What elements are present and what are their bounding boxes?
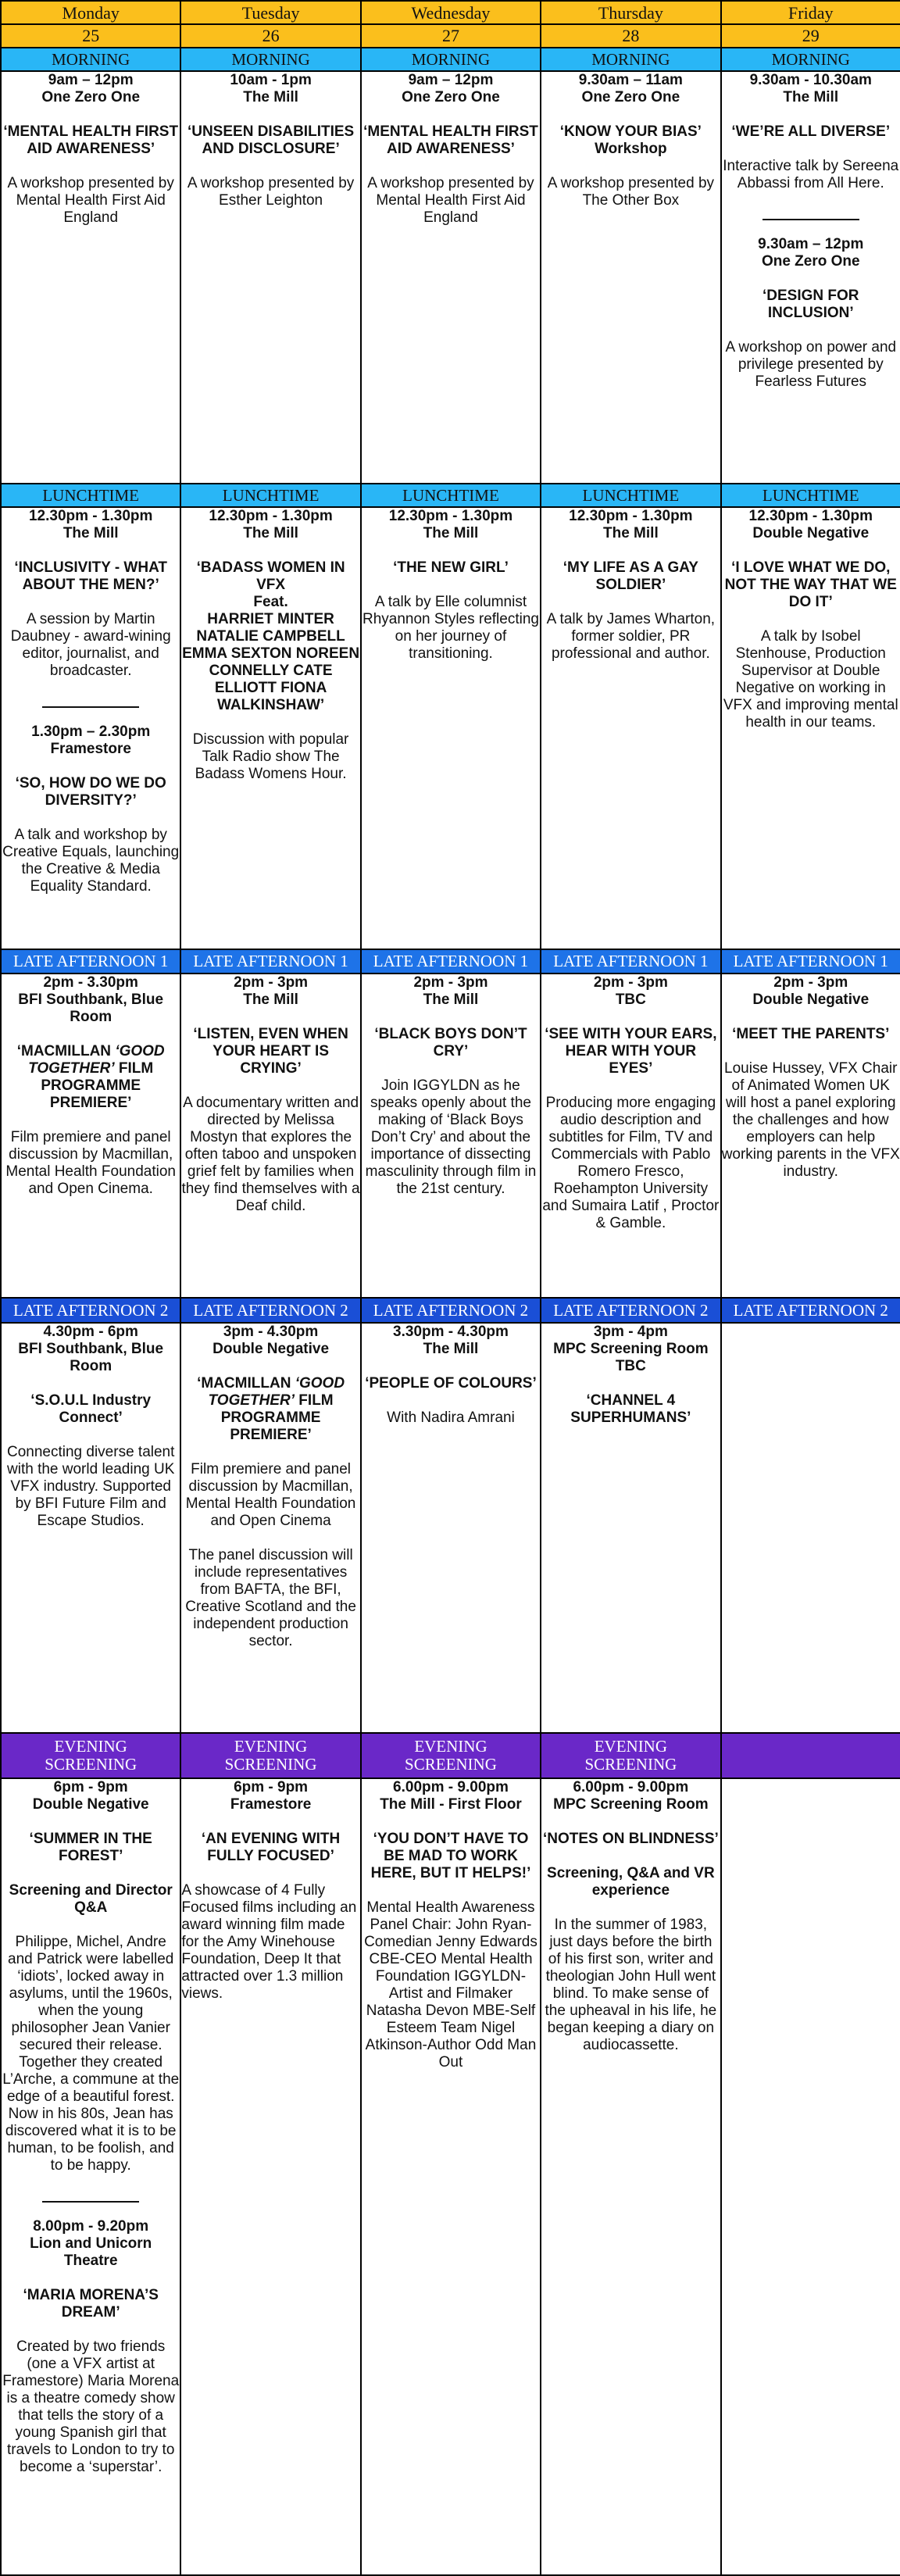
slot-label-late-afternoon-1: LATE AFTERNOON 1 bbox=[361, 949, 541, 974]
event-title: ‘AN EVENING WITH FULLY FOCUSED’ bbox=[201, 1831, 341, 1864]
event bbox=[362, 1324, 540, 1427]
slot-label-late-afternoon-2: LATE AFTERNOON 2 bbox=[541, 1298, 720, 1323]
event-time: 2pm - 3.30pm bbox=[43, 974, 138, 991]
late-afternoon-1-header-row bbox=[1, 949, 900, 974]
day-wednesday: Wednesday bbox=[361, 1, 541, 24]
event-description: A session by Martin Daubney - award-wining editor, journalist, and broadcaster. bbox=[10, 611, 171, 679]
event-title: ‘CHANNEL 4 SUPERHUMANS’ bbox=[570, 1392, 691, 1426]
event-separator bbox=[42, 2201, 139, 2203]
event-title-part: ‘MACMILLAN bbox=[16, 1043, 116, 1059]
event bbox=[722, 974, 900, 1181]
event-time: 10am - 1pm bbox=[230, 72, 312, 88]
empty-cell bbox=[721, 1778, 900, 2575]
event-cell bbox=[541, 1323, 720, 1733]
event-cell bbox=[541, 974, 720, 1298]
event bbox=[362, 974, 540, 1198]
slot-label-line: SCREENING bbox=[224, 1755, 317, 1774]
morning-header-row bbox=[1, 48, 900, 71]
event-time: 6pm - 9pm bbox=[234, 1779, 309, 1795]
event-title: ‘KNOW YOUR BIAS’ bbox=[559, 123, 702, 140]
event-description: In the summer of 1983, just days before the birth of his first son, writer and theologian John Hull went blind. To make sense of the upheaval in his life, he began keeping a diary on audiocassette. bbox=[545, 1917, 717, 2053]
event-venue: One Zero One bbox=[761, 253, 860, 270]
event-description: Connecting diverse talent with the world leading UK VFX industry. Supported by BFI Future Film and Escape Studios. bbox=[6, 1444, 175, 1529]
event-time: 1.30pm – 2.30pm bbox=[31, 723, 151, 740]
event bbox=[541, 1779, 720, 2054]
event bbox=[541, 974, 720, 1232]
slot-label-line: EVENING bbox=[54, 1737, 127, 1756]
event bbox=[2, 508, 180, 680]
event-time: 9am – 12pm bbox=[48, 72, 134, 88]
event-description: A talk by Elle columnist Rhyannon Styles reflecting on her journey of transitioning. bbox=[362, 594, 539, 662]
day-friday: Friday bbox=[721, 1, 900, 24]
event-cell bbox=[361, 1323, 541, 1733]
event-cell bbox=[361, 974, 541, 1298]
day-header-row bbox=[1, 1, 900, 24]
event-title: ‘SEE WITH YOUR EARS, HEAR WITH YOUR EYES’ bbox=[545, 1026, 717, 1077]
event-description: Created by two friends (one a VFX artist at Framestore) Maria Morena is a theatre comedy show that tells the story of a young Spanish girl that travels to London to try to become a ‘superstar’. bbox=[2, 2338, 180, 2475]
day-tuesday: Tuesday bbox=[180, 1, 360, 24]
event-title: ‘BLACK BOYS DON’T CRY’ bbox=[374, 1026, 527, 1059]
event-description: Join IGGYLDN as he speaks openly about the making of ‘Black Boys Don’t Cry’ and about the importance of dissecting masculinity through film in the 21st century. bbox=[365, 1077, 537, 1197]
event-title: ‘PEOPLE OF COLOURS’ bbox=[365, 1375, 537, 1392]
slot-label-morning: MORNING bbox=[1, 48, 180, 71]
event-title: ‘LISTEN, EVEN WHEN YOUR HEART IS CRYING’ bbox=[193, 1026, 348, 1077]
empty-cell bbox=[721, 1323, 900, 1733]
event-title: ‘DESIGN FOR INCLUSION’ bbox=[762, 288, 859, 321]
evening-screening-header-row bbox=[1, 1733, 900, 1778]
event-venue: TBC bbox=[615, 991, 646, 1008]
event bbox=[181, 1324, 359, 1650]
event-speaker-names: HARRIET MINTER NATALIE CAMPBELL EMMA SEXTON NOREEN CONNELLY CATE ELLIOTT FIONA WALKINSHAW’ bbox=[182, 611, 360, 713]
event-venue: The Mill bbox=[423, 1341, 479, 1357]
event bbox=[2, 723, 180, 895]
event-title: ‘INCLUSIVITY - WHAT ABOUT THE MEN?’ bbox=[14, 559, 167, 593]
event-cell bbox=[180, 1778, 360, 2575]
event-time: 6.00pm - 9.00pm bbox=[573, 1779, 689, 1795]
event-title: ‘MEET THE PARENTS’ bbox=[732, 1026, 890, 1042]
event-venue: Lion and Unicorn Theatre bbox=[30, 2235, 152, 2269]
event-venue: The Mill bbox=[783, 89, 839, 105]
event bbox=[181, 72, 359, 209]
date-friday: 29 bbox=[721, 24, 900, 48]
slot-label-evening-screening bbox=[180, 1733, 360, 1778]
date-wednesday: 27 bbox=[361, 24, 541, 48]
morning-row bbox=[1, 71, 900, 484]
event bbox=[181, 508, 359, 783]
event-time: 3pm - 4pm bbox=[593, 1324, 668, 1340]
slot-label-lunchtime: LUNCHTIME bbox=[541, 484, 720, 507]
late-afternoon-2-header-row bbox=[1, 1298, 900, 1323]
slot-label-evening-screening bbox=[541, 1733, 720, 1778]
event-description: Philippe, Michel, Andre and Patrick were labelled ‘idiots’, locked away in asylums, until the 1960s, when the young philosopher Jean Vanier secured their release. Together they created L’Arche, a commune at the edge of a beautiful forest. Now in his 80s, Jean has discovered what it is to be human, to be foolish, and to be happy. bbox=[2, 1934, 180, 2174]
slot-label-line: SCREENING bbox=[405, 1755, 497, 1774]
event-venue: The Mill bbox=[243, 89, 298, 105]
event-description: A talk by James Wharton, former soldier, PR professional and author. bbox=[546, 611, 716, 662]
event-description: A workshop presented by Mental Health First Aid England bbox=[367, 175, 534, 226]
event-cell bbox=[361, 71, 541, 484]
event-venue: Framestore bbox=[230, 1796, 312, 1813]
event-description: Louise Hussey, VFX Chair of Animated Women UK will host a panel exploring the challenges and how employers can help working parents in the VFX industry. bbox=[721, 1060, 900, 1180]
event-description: A workshop presented by Mental Health First Aid England bbox=[7, 175, 174, 226]
event-time: 12.30pm - 1.30pm bbox=[569, 508, 693, 524]
slot-label-late-afternoon-1: LATE AFTERNOON 1 bbox=[721, 949, 900, 974]
event-cell bbox=[180, 71, 360, 484]
slot-label-lunchtime: LUNCHTIME bbox=[1, 484, 180, 507]
event-time: 6.00pm - 9.00pm bbox=[393, 1779, 509, 1795]
event-description: A workshop on power and privilege presented by Fearless Futures bbox=[725, 339, 897, 390]
late-afternoon-2-row bbox=[1, 1323, 900, 1733]
event-description: Film premiere and panel discussion by Macmillan, Mental Health Foundation and Open Cinema. bbox=[5, 1129, 176, 1197]
slot-label-late-afternoon-2: LATE AFTERNOON 2 bbox=[1, 1298, 180, 1323]
event-time: 3pm - 4.30pm bbox=[223, 1324, 319, 1340]
event-venue: The Mill bbox=[603, 525, 659, 541]
event-venue: Double Negative bbox=[752, 991, 870, 1008]
event-time: 2pm - 3pm bbox=[593, 974, 668, 991]
event-description-2: The panel discussion will include representatives from BAFTA, the BFI, Creative Scotland and the independent production sector. bbox=[185, 1547, 356, 1649]
event-time: 3.30pm - 4.30pm bbox=[393, 1324, 509, 1340]
event-title: ‘WE’RE ALL DIVERSE’ bbox=[731, 123, 891, 140]
event-time: 9.30am - 10.30am bbox=[749, 72, 872, 88]
event bbox=[2, 72, 180, 227]
event bbox=[722, 236, 900, 391]
event-venue: BFI Southbank, Blue Room bbox=[18, 991, 164, 1025]
event bbox=[722, 72, 900, 192]
event-title: ‘SO, HOW DO WE DO DIVERSITY?’ bbox=[15, 775, 166, 809]
event-time: 9.30am – 12pm bbox=[758, 236, 864, 252]
event-venue: The Mill bbox=[423, 991, 479, 1008]
event-time: 8.00pm - 9.20pm bbox=[33, 2218, 149, 2235]
event-description: With Nadira Amrani bbox=[387, 1409, 515, 1426]
event-description: Discussion with popular Talk Radio show The Badass Womens Hour. bbox=[192, 731, 349, 782]
event-subtitle: Screening, Q&A and VR experience bbox=[547, 1865, 715, 1899]
event-title: ‘BADASS WOMEN IN VFX bbox=[196, 559, 345, 593]
lunchtime-header-row bbox=[1, 484, 900, 507]
slot-label-late-afternoon-2: LATE AFTERNOON 2 bbox=[180, 1298, 360, 1323]
event-time: 9.30am – 11am bbox=[578, 72, 683, 88]
event-description: A workshop presented by The Other Box bbox=[547, 175, 715, 209]
event bbox=[2, 2218, 180, 2476]
event-venue: The Mill bbox=[62, 525, 119, 541]
event-subtitle: Screening and Director Q&A bbox=[9, 1882, 173, 1916]
slot-label-morning: MORNING bbox=[541, 48, 720, 71]
event-cell bbox=[721, 507, 900, 949]
day-monday: Monday bbox=[1, 1, 180, 24]
event-venue: Double Negative bbox=[212, 1341, 330, 1357]
event-description: Interactive talk by Sereena Abbassi from All Here. bbox=[723, 158, 899, 191]
event-venue: Framestore bbox=[50, 741, 131, 757]
event-venue: The Mill bbox=[423, 525, 479, 541]
event-title: ‘MARIA MORENA’S DREAM’ bbox=[23, 2287, 159, 2321]
slot-label-late-afternoon-1: LATE AFTERNOON 1 bbox=[180, 949, 360, 974]
event bbox=[541, 508, 720, 663]
event-title: ‘MENTAL HEALTH FIRST AID AWARENESS’ bbox=[3, 123, 179, 157]
slot-label-lunchtime: LUNCHTIME bbox=[180, 484, 360, 507]
event-title: ‘NOTES ON BLINDNESS’ bbox=[542, 1831, 719, 1847]
event-cell bbox=[1, 1778, 180, 2575]
event-cell bbox=[180, 1323, 360, 1733]
event-title: ‘SUMMER IN THE FOREST’ bbox=[29, 1831, 152, 1864]
event-time: 2pm - 3pm bbox=[773, 974, 848, 991]
event-cell bbox=[1, 1323, 180, 1733]
day-thursday: Thursday bbox=[541, 1, 720, 24]
event-venue: MPC Screening Room bbox=[553, 1796, 709, 1813]
event bbox=[181, 974, 359, 1215]
event-title-part: ‘MACMILLAN bbox=[197, 1375, 295, 1392]
slot-label-late-afternoon-1: LATE AFTERNOON 1 bbox=[1, 949, 180, 974]
slot-label-lunchtime: LUNCHTIME bbox=[721, 484, 900, 507]
event-title bbox=[2, 1043, 180, 1112]
event-cell bbox=[721, 974, 900, 1298]
slot-label-line: SCREENING bbox=[584, 1755, 677, 1774]
evening-screening-row bbox=[1, 1778, 900, 2575]
event-description: A workshop presented by Esther Leighton bbox=[187, 175, 355, 209]
event-title-part: FILM PROGRAMME PREMIERE’ bbox=[220, 1392, 334, 1443]
event-venue: The Mill - First Floor bbox=[380, 1796, 522, 1813]
date-header-row bbox=[1, 24, 900, 48]
event-venue: Double Negative bbox=[752, 525, 870, 541]
event-description: A talk and workshop by Creative Equals, launching the Creative & Media Equality Standard. bbox=[2, 827, 180, 895]
event-cell bbox=[541, 507, 720, 949]
slot-label-evening-screening bbox=[361, 1733, 541, 1778]
late-afternoon-1-row bbox=[1, 974, 900, 1298]
event-venue: The Mill bbox=[243, 991, 298, 1008]
event-title: ‘UNSEEN DISABILITIES AND DISCLOSURE’ bbox=[187, 123, 355, 157]
slot-label-evening-screening bbox=[1, 1733, 180, 1778]
event-venue: BFI Southbank, Blue Room bbox=[18, 1341, 164, 1374]
event-cell bbox=[361, 507, 541, 949]
event-cell bbox=[1, 71, 180, 484]
event-description: A talk by Isobel Stenhouse, Production Supervisor at Double Negative on working in VFX and improving mental health in our teams. bbox=[723, 628, 898, 731]
event-title bbox=[181, 1375, 359, 1444]
slot-label-line: EVENING bbox=[594, 1737, 668, 1756]
event-description: Producing more engaging audio description and subtitles for Film, TV and Commercials with Pablo Romero Fresco, Roehampton University and Sumaira Latif , Proctor & Gamble. bbox=[542, 1095, 720, 1231]
event-time: 2pm - 3pm bbox=[234, 974, 309, 991]
event bbox=[541, 1324, 720, 1427]
event-separator bbox=[42, 706, 139, 708]
date-monday: 25 bbox=[1, 24, 180, 48]
event-title: ‘MY LIFE AS A GAY SOLDIER’ bbox=[562, 559, 698, 593]
event-venue: One Zero One bbox=[581, 89, 680, 105]
event bbox=[722, 508, 900, 731]
event bbox=[2, 1779, 180, 2174]
event-time: 12.30pm - 1.30pm bbox=[209, 508, 333, 524]
event-title-part: FILM PROGRAMME PREMIERE’ bbox=[41, 1060, 154, 1111]
event bbox=[541, 72, 720, 209]
event-feat-label: Feat. bbox=[253, 594, 288, 610]
event-time: 4.30pm - 6pm bbox=[43, 1324, 138, 1340]
event bbox=[362, 1779, 540, 2071]
event-description: Mental Health Awareness Panel Chair: John Ryan-Comedian Jenny Edwards CBE-CEO Mental Health Foundation IGGYLDN-Artist and Filmaker Natasha Devon MBE-Self Esteem Team Nigel Atkinson-Author Odd Man Out bbox=[364, 1899, 538, 2070]
event bbox=[2, 974, 180, 1198]
event bbox=[362, 72, 540, 227]
event-cell bbox=[1, 507, 180, 949]
event-cell bbox=[1, 974, 180, 1298]
slot-label-late-afternoon-1: LATE AFTERNOON 1 bbox=[541, 949, 720, 974]
slot-label-empty bbox=[721, 1733, 900, 1778]
date-tuesday: 26 bbox=[180, 24, 360, 48]
event-cell bbox=[180, 507, 360, 949]
event bbox=[2, 1324, 180, 1530]
event-subtitle: Workshop bbox=[595, 141, 667, 157]
event-separator bbox=[762, 219, 859, 220]
slot-label-line: SCREENING bbox=[45, 1755, 138, 1774]
event-venue: Double Negative bbox=[32, 1796, 149, 1813]
event-time: 2pm - 3pm bbox=[413, 974, 488, 991]
slot-label-late-afternoon-2: LATE AFTERNOON 2 bbox=[721, 1298, 900, 1323]
lunchtime-row bbox=[1, 507, 900, 949]
slot-label-morning: MORNING bbox=[180, 48, 360, 71]
event-time: 12.30pm - 1.30pm bbox=[748, 508, 873, 524]
slot-label-morning: MORNING bbox=[361, 48, 541, 71]
slot-label-line: EVENING bbox=[234, 1737, 308, 1756]
event-title: ‘I LOVE WHAT WE DO, NOT THE WAY THAT WE DO IT’ bbox=[724, 559, 897, 610]
event-title: ‘S.O.U.L Industry Connect’ bbox=[30, 1392, 152, 1426]
event-title: ‘MENTAL HEALTH FIRST AID AWARENESS’ bbox=[363, 123, 538, 157]
event-venue: One Zero One bbox=[41, 89, 141, 105]
event-cell bbox=[361, 1778, 541, 2575]
event-title: ‘THE NEW GIRL’ bbox=[393, 559, 509, 576]
event bbox=[362, 508, 540, 663]
event-venue: The Mill bbox=[243, 525, 298, 541]
date-thursday: 28 bbox=[541, 24, 720, 48]
event-time: 9am – 12pm bbox=[408, 72, 494, 88]
slot-label-line: EVENING bbox=[414, 1737, 488, 1756]
event-title-italic: ‘GOOD TOGETHER’ bbox=[208, 1375, 345, 1409]
slot-label-lunchtime: LUNCHTIME bbox=[361, 484, 541, 507]
event-time: 6pm - 9pm bbox=[53, 1779, 128, 1795]
event-description: Film premiere and panel discussion by Macmillan, Mental Health Foundation and Open Cinema bbox=[185, 1461, 356, 1529]
event bbox=[181, 1779, 359, 2003]
event-venue: One Zero One bbox=[402, 89, 500, 105]
slot-label-morning: MORNING bbox=[721, 48, 900, 71]
event-description: A documentary written and directed by Melissa Mostyn that explores the often taboo and unspoken grief felt by families when they find themselves with a Deaf child. bbox=[181, 1095, 360, 1214]
event-venue: MPC Screening Room TBC bbox=[553, 1341, 709, 1374]
event-title-italic: ‘GOOD TOGETHER’ bbox=[28, 1043, 165, 1077]
event-cell bbox=[541, 71, 720, 484]
slot-label-late-afternoon-2: LATE AFTERNOON 2 bbox=[361, 1298, 541, 1323]
event-cell bbox=[180, 974, 360, 1298]
event-time: 12.30pm - 1.30pm bbox=[388, 508, 513, 524]
event-cell bbox=[541, 1778, 720, 2575]
event-title: ‘YOU DON’T HAVE TO BE MAD TO WORK HERE, BUT IT HELPS!’ bbox=[370, 1831, 531, 1881]
event-description: A showcase of 4 Fully Focused films including an award winning film made for the Amy Winehouse Foundation, Deep It that attracted over 1.3 million views. bbox=[181, 1882, 357, 2002]
event-time: 12.30pm - 1.30pm bbox=[28, 508, 153, 524]
event-cell bbox=[721, 71, 900, 484]
